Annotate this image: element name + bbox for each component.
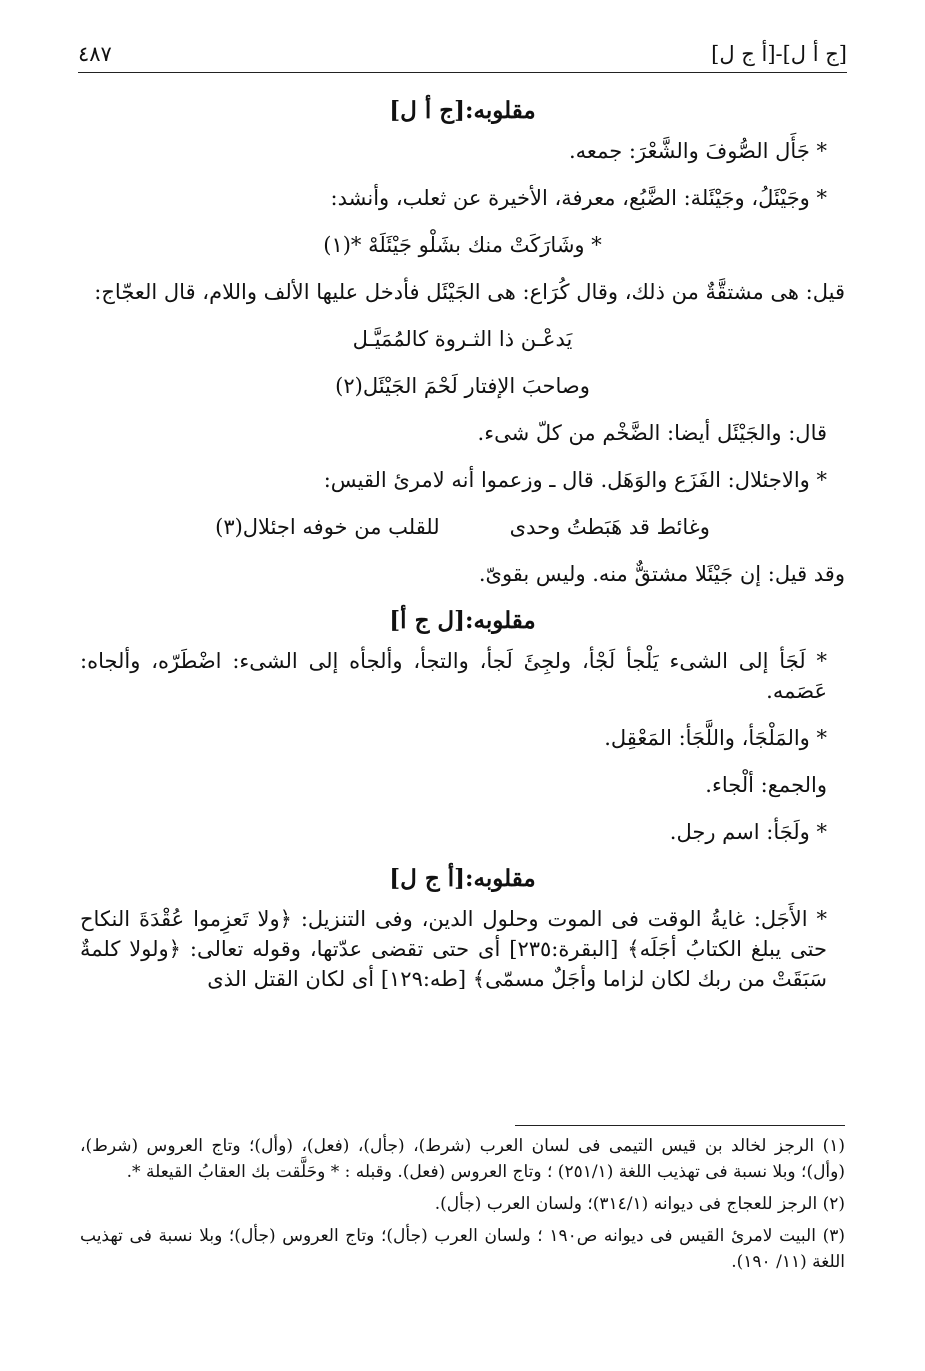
page-header bbox=[78, 36, 847, 73]
verse-line: * وشَارَكَتْ منك بشَلْو جَيْئَلَهْ *(١) bbox=[323, 233, 602, 257]
footnote-divider bbox=[515, 1125, 845, 1126]
verse-couplet bbox=[80, 512, 845, 542]
paragraph: وقد قيل: إن جَيْئَلا مشتقٌّ منه. وليس بقوىّ. bbox=[478, 562, 845, 586]
footnotes bbox=[80, 1133, 845, 1281]
paragraph: * ولَجَأ: اسم رجل. bbox=[669, 820, 827, 844]
paragraph: * والمَلْجَأ، واللَّجَأ: المَعْقِل. bbox=[604, 726, 827, 750]
section-heading-ajal: مقلوبه:[أ ج ل] bbox=[389, 865, 536, 892]
paragraph: قال: والجَيْئَل أيضا: الضَّخْم من كلّ شىء. bbox=[477, 421, 827, 445]
footnote-1: (١) الرجز لخالد بن قيس التيمى فى لسان العرب (شرط)، (جأل)، (فعل)، (وأل)؛ وتاج العروس (شرط)، (وأل)؛ وبلا نسبة فى تهذيب اللغة (٢٥١/١) ؛ وتاج العروس (فعل). وقبله : * وحَلَّقت بك العقابُ القيعلة *. bbox=[80, 1136, 845, 1182]
paragraph: * لَجَأ إلى الشىء يَلْجأ لَجْأ، ولجِئَ لَجأ، والتجأ، وألجأه إلى الشىء: اضْطَرّه، وألجاه: عَصَمه. bbox=[80, 649, 827, 703]
verse-line: يَدعْـن ذا الثـروة كالمُمَيَّـل bbox=[352, 327, 573, 351]
section-heading-jaal: مقلوبه:[ج أ ل] bbox=[389, 97, 536, 124]
verse-hemistich-first: وغائط قد هَبَطتُ وحدى bbox=[509, 515, 710, 539]
verse-line: وصاحبَ الإفتار لَحْمَ الجَيْئَل(٢) bbox=[335, 374, 590, 398]
main-text bbox=[80, 88, 845, 1011]
paragraph: قيل: هى مشتقَّةٌ من ذلك، وقال كُرَاع: هى الجَيْئَل فأدخل عليها الألف واللام، قال العجّاج: bbox=[94, 280, 845, 304]
footnote-2: (٢) الرجز للعجاج فى ديوانه (٣١٤/١)؛ ولسان العرب (جأل). bbox=[434, 1194, 845, 1214]
section-heading-laja: مقلوبه:[ل ج أ] bbox=[389, 607, 536, 634]
paragraph: * جَأَل الصُّوفَ والشَّعْرَ: جمعه. bbox=[569, 139, 827, 163]
root-title: [ج أ ل]-[أ ج ل] bbox=[711, 42, 847, 66]
footnote-3: (٣) البيت لامرئ القيس فى ديوانه ص١٩٠ ؛ ولسان العرب (جأل)؛ وتاج العروس (جأل)؛ وبلا نسبة فى تهذيب اللغة (١١/ ١٩٠). bbox=[80, 1226, 845, 1272]
paragraph: * وجَيْئَلُ، وجَيْئَلة: الضَّبُع، معرفة، الأخيرة عن ثعلب، وأنشد: bbox=[330, 186, 827, 210]
paragraph: * الأَجَل: غايةُ الوقت فى الموت وحلول الدين، وفى التنزيل: ﴿ولا تَعزِموا عُقْدَةَ النكاح حتى يبلغ الكتابُ أجَلَه﴾ [البقرة:٢٣٥] أى حتى تقضى عدّتها، وقوله تعالى: ﴿ولولا كلمةٌ سَبَقَتْ من ربك لكان لزاما وأجَلٌ مسمّى﴾ [طه:١٢٩] أى لكان القتل الذى bbox=[80, 907, 827, 991]
paragraph: والجمع: ألْجاء. bbox=[705, 773, 827, 797]
paragraph: * والاجئلال: الفَزَع والوَهَل. قال ـ وزعموا أنه لامرئ القيس: bbox=[323, 468, 827, 492]
verse-hemistich-second: للقلب من خوفه اجئلال(٣) bbox=[215, 515, 440, 539]
page-number: ٤٨٧ bbox=[78, 42, 112, 66]
